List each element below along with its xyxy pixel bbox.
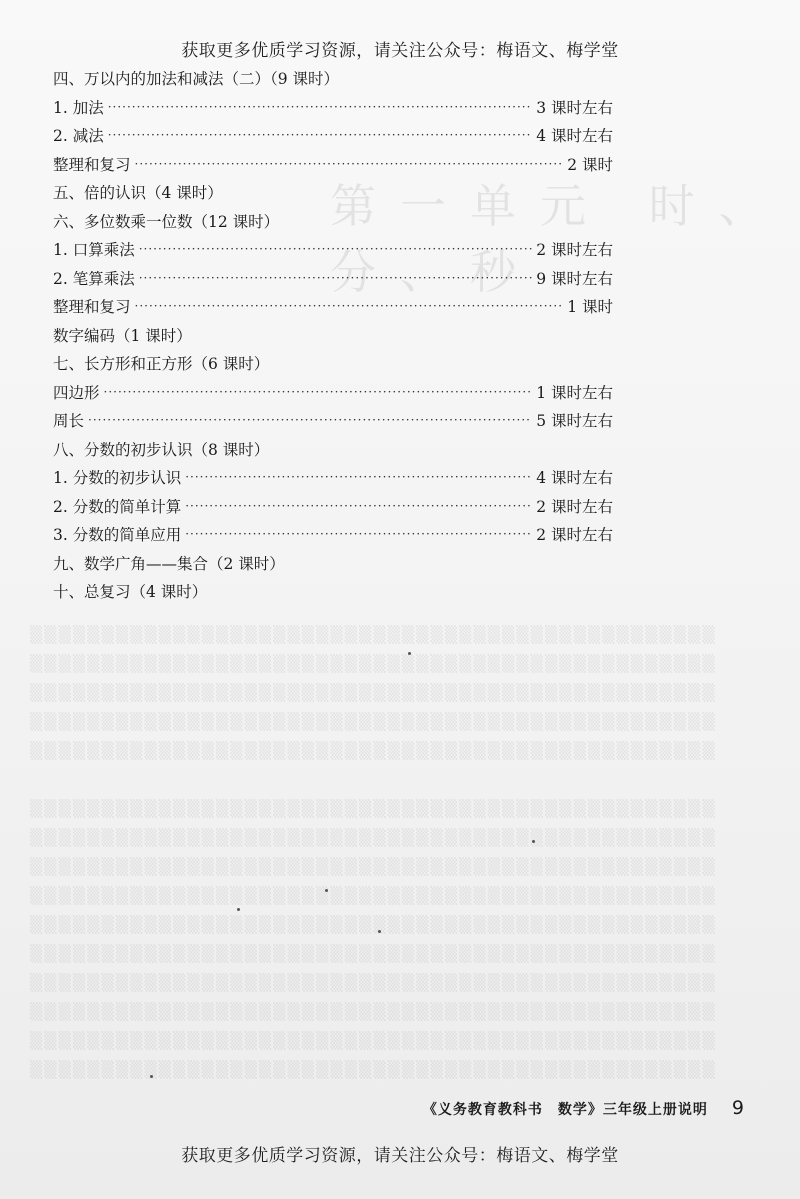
book-title: 《义务教育教科书 数学》三年级上册说明 [422, 1102, 708, 1118]
toc-heading [53, 577, 613, 606]
dot-leader [185, 527, 532, 541]
toc-hours: 2 课时左右 [536, 497, 613, 516]
watermark-bottom: 获取更多优质学习资源，请关注公众号：梅语文、梅学堂 [181, 1146, 619, 1166]
toc-label: 数字编码（1 课时） [53, 326, 192, 345]
dot-leader [185, 499, 532, 513]
dot-leader [88, 413, 532, 427]
toc-item [53, 520, 613, 549]
dot-leader [135, 299, 564, 313]
toc-label: 四边形 [53, 383, 100, 402]
toc-label: 六、多位数乘一位数（12 课时） [53, 212, 280, 231]
toc-label: 整理和复习 [53, 298, 131, 317]
toc-hours: 1 课时左右 [536, 383, 613, 402]
toc-heading [53, 321, 613, 350]
dot-leader [139, 242, 532, 256]
toc-item [53, 492, 613, 521]
toc-heading [53, 207, 613, 236]
toc-label: 十、总复习（4 课时） [53, 583, 208, 602]
toc-item [53, 150, 613, 179]
toc-label: 四、万以内的加法和减法（二）（9 课时） [53, 70, 340, 89]
toc-hours: 4 课时左右 [536, 469, 613, 488]
toc-item [53, 235, 613, 264]
dot-leader [108, 128, 532, 142]
toc-item [53, 378, 613, 407]
dot-leader [104, 385, 533, 399]
toc-item [53, 406, 613, 435]
toc-hours: 1 课时 [567, 298, 613, 317]
toc-item [53, 292, 613, 321]
toc-label: 五、倍的认识（4 课时） [53, 184, 223, 203]
toc-label: 2. 减法 [53, 127, 104, 146]
toc-hours: 3 课时左右 [536, 98, 613, 117]
dot-leader [139, 271, 532, 285]
toc-heading [53, 349, 613, 378]
dot-leader [135, 157, 564, 171]
scan-speck [532, 840, 535, 843]
toc-heading [53, 64, 613, 93]
toc-label: 周长 [53, 412, 85, 431]
toc-hours: 2 课时 [567, 155, 613, 174]
toc-label: 2. 分数的简单计算 [53, 497, 182, 516]
scan-speck [237, 908, 240, 911]
lesson-hours-list [53, 64, 613, 606]
toc-hours: 4 课时左右 [536, 127, 613, 146]
dot-leader [185, 470, 532, 484]
toc-heading [53, 549, 613, 578]
toc-heading [53, 435, 613, 464]
toc-hours: 2 课时左右 [536, 241, 613, 260]
scan-speck [325, 889, 328, 892]
toc-hours: 9 课时左右 [536, 269, 613, 288]
toc-label: 1. 加法 [53, 98, 104, 117]
scan-speck [150, 1075, 153, 1078]
toc-label: 2. 笔算乘法 [53, 269, 135, 288]
bleed-through-heading: 第一单元 时、分、秒 [330, 179, 789, 299]
bleed-through-text: ▒▒▒▒▒▒▒▒▒▒▒▒▒▒▒▒▒▒▒▒▒▒▒▒▒▒▒▒▒▒▒▒▒▒▒▒▒▒▒▒▒▒▒▒▒▒▒▒ ▒▒▒▒▒▒▒▒▒▒▒▒▒▒▒▒▒▒▒▒▒▒▒▒▒▒▒▒▒▒▒▒▒▒▒▒▒▒▒▒▒▒▒▒▒▒▒▒ ▒▒▒▒▒▒▒▒▒▒▒▒▒▒▒▒▒▒▒▒▒▒▒▒▒▒▒▒▒▒▒▒▒▒▒▒▒▒▒▒▒▒▒▒▒▒▒▒ ▒▒▒▒▒▒▒▒▒▒▒▒▒▒▒▒▒▒▒▒▒▒▒▒▒▒▒▒▒▒▒▒▒▒▒▒▒▒▒▒▒▒▒▒▒▒▒▒ ▒▒▒▒▒▒▒▒▒▒▒▒▒▒▒▒▒▒▒▒▒▒▒▒▒▒▒▒▒▒▒▒▒▒▒▒▒▒▒▒▒▒▒▒▒▒▒▒ ▒▒▒▒▒▒▒▒▒▒▒▒▒▒▒▒▒▒▒▒▒▒▒▒▒▒▒▒▒▒▒▒▒▒▒▒▒▒▒▒▒▒▒▒▒▒▒▒ ▒▒▒▒▒▒▒▒▒▒▒▒▒▒▒▒▒▒▒▒▒▒▒▒▒▒▒▒▒▒▒▒▒▒▒▒▒▒▒▒▒▒▒▒▒▒▒▒ ▒▒▒▒▒▒▒▒▒▒▒▒▒▒▒▒▒▒▒▒▒▒▒▒▒▒▒▒▒▒▒▒▒▒▒▒▒▒▒▒▒▒▒▒▒▒▒▒ ▒▒▒▒▒▒▒▒▒▒▒▒▒▒▒▒▒▒▒▒▒▒▒▒▒▒▒▒▒▒▒▒▒▒▒▒▒▒▒▒▒▒▒▒▒▒▒▒ ▒▒▒▒▒▒▒▒▒▒▒▒▒▒▒▒▒▒▒▒▒▒▒▒▒▒▒▒▒▒▒▒▒▒▒▒▒▒▒▒▒▒▒▒▒▒▒▒ ▒▒▒▒▒▒▒▒▒▒▒▒▒▒▒▒▒▒▒▒▒▒▒▒▒▒▒▒▒▒▒▒▒▒▒▒▒▒▒▒▒▒▒▒▒▒▒▒ ▒▒▒▒▒▒▒▒▒▒▒▒▒▒▒▒▒▒▒▒▒▒▒▒▒▒▒▒▒▒▒▒▒▒▒▒▒▒▒▒▒▒▒▒▒▒▒▒ ▒▒▒▒▒▒▒▒▒▒▒▒▒▒▒▒▒▒▒▒▒▒▒▒▒▒▒▒▒▒▒▒▒▒▒▒▒▒▒▒▒▒▒▒▒▒▒▒ ▒▒▒▒▒▒▒▒▒▒▒▒▒▒▒▒▒▒▒▒▒▒▒▒▒▒▒▒▒▒▒▒▒▒▒▒▒▒▒▒▒▒▒▒▒▒▒▒ ▒▒▒▒▒▒▒▒▒▒▒▒▒▒▒▒▒▒▒▒▒▒▒▒▒▒▒▒▒▒▒▒▒▒▒▒▒▒▒▒▒▒▒▒▒▒▒▒ [30, 625, 717, 1079]
toc-item [53, 463, 613, 492]
watermark-top: 获取更多优质学习资源，请关注公众号：梅语文、梅学堂 [181, 41, 619, 61]
toc-hours: 2 课时左右 [536, 526, 613, 545]
toc-label: 九、数学广角——集合（2 课时） [53, 554, 285, 573]
dot-leader [108, 100, 532, 114]
toc-item [53, 93, 613, 122]
toc-label: 1. 分数的初步认识 [53, 469, 182, 488]
toc-hours: 5 课时左右 [536, 412, 613, 431]
toc-item [53, 264, 613, 293]
toc-label: 七、长方形和正方形（6 课时） [53, 355, 270, 374]
scan-speck [408, 652, 411, 655]
toc-heading [53, 178, 613, 207]
toc-label: 1. 口算乘法 [53, 241, 135, 260]
toc-label: 整理和复习 [53, 155, 131, 174]
toc-item [53, 121, 613, 150]
page-footer [423, 1097, 744, 1119]
page-number: 9 [731, 1097, 744, 1119]
scan-speck [378, 930, 381, 933]
toc-label: 八、分数的初步认识（8 课时） [53, 440, 270, 459]
toc-label: 3. 分数的简单应用 [53, 526, 182, 545]
